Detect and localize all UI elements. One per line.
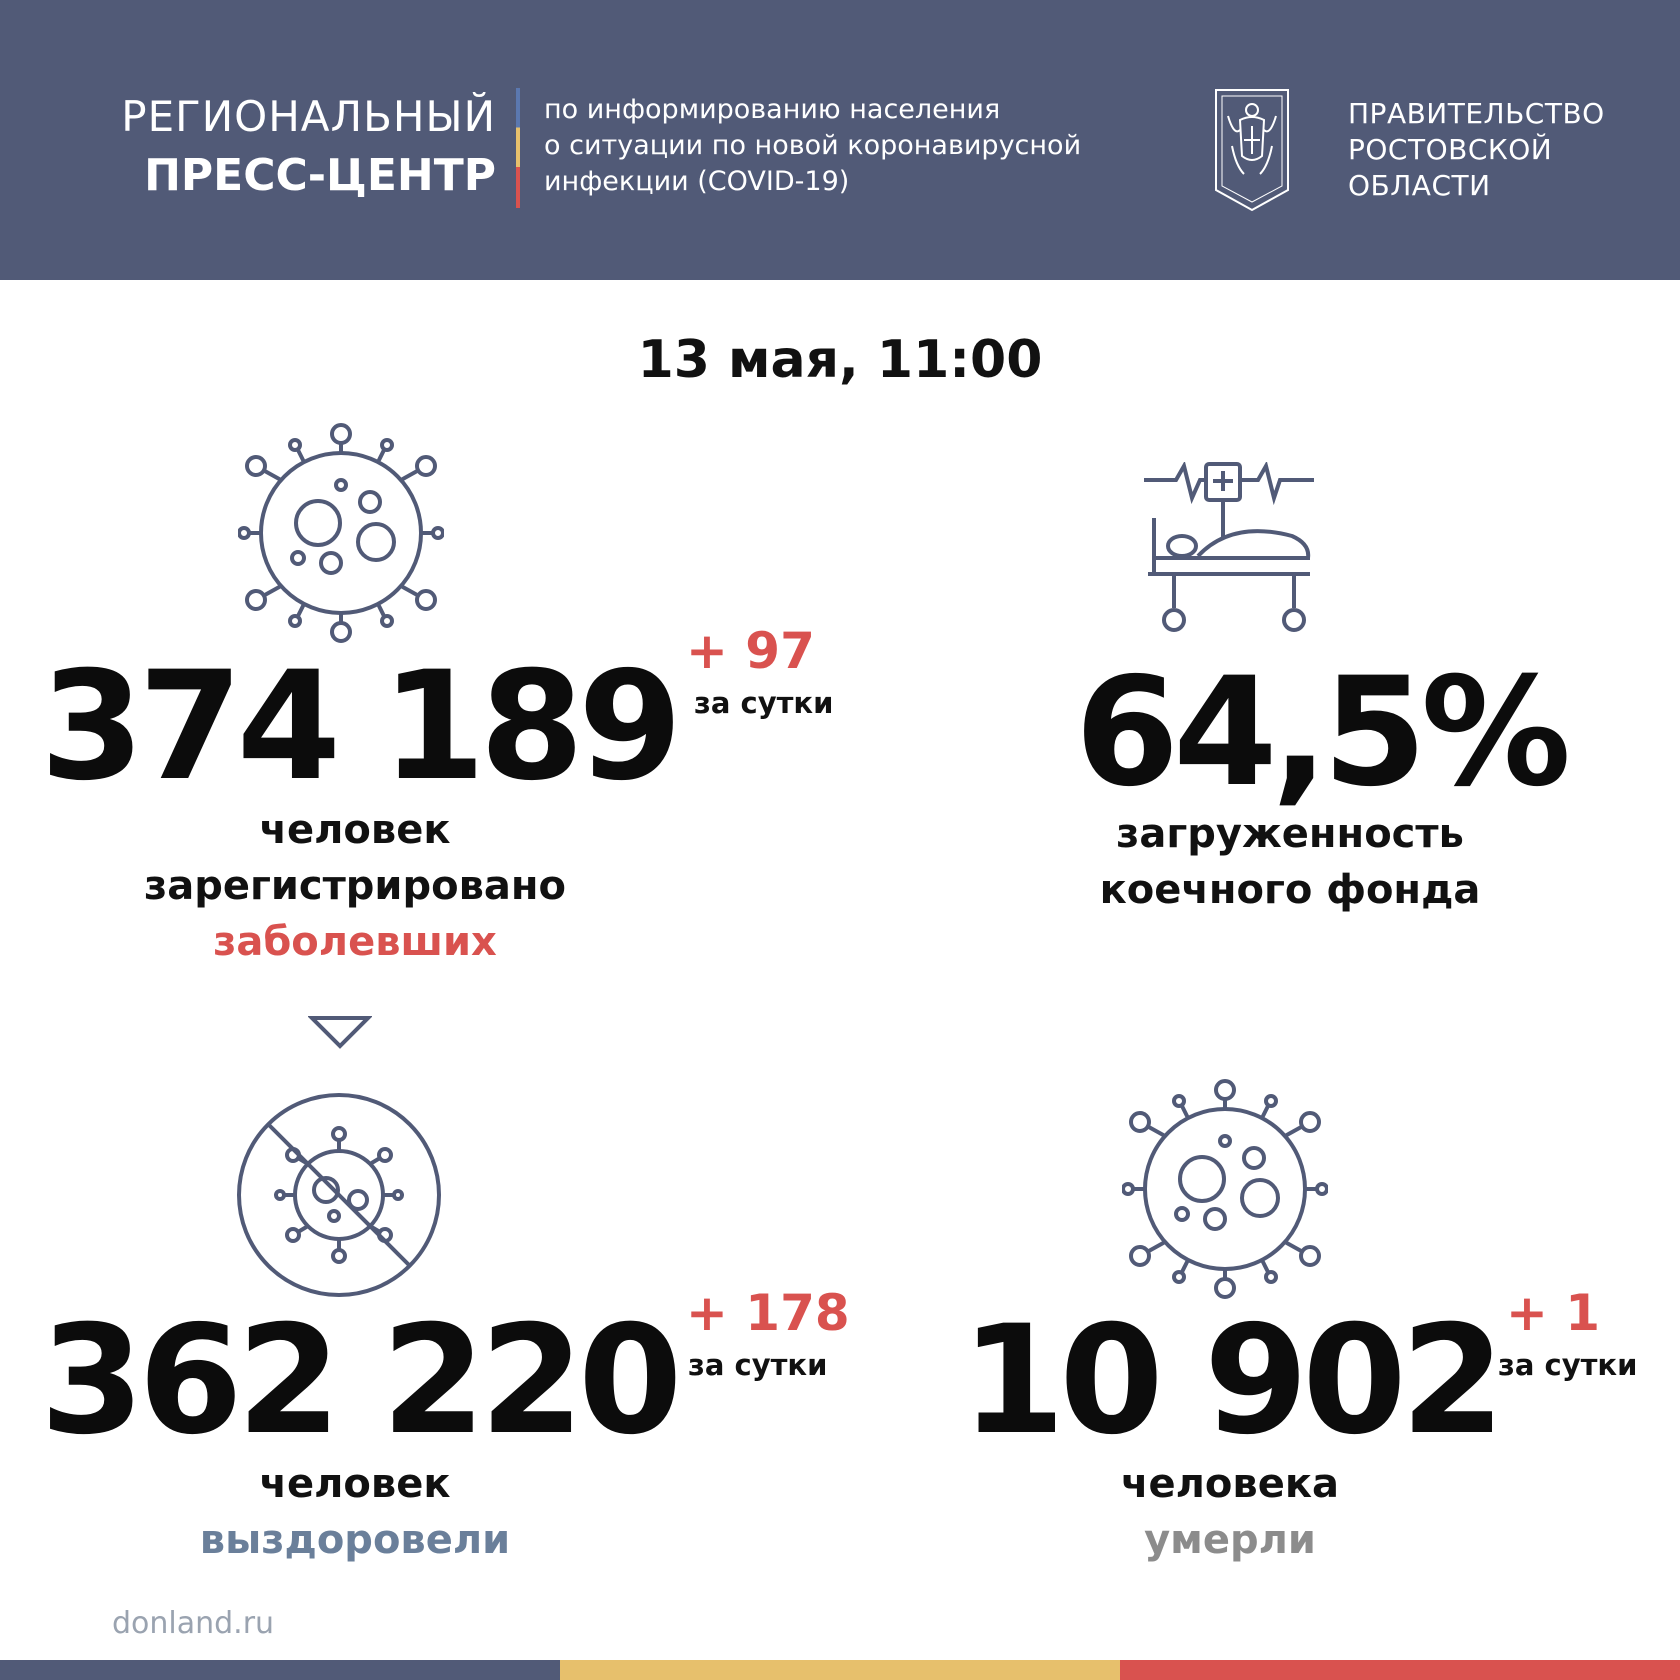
cases-label-line2: зарегистрировано	[143, 863, 566, 909]
cases-delta: + 97	[686, 622, 815, 680]
header-subtitle	[544, 92, 1144, 200]
bed-occupancy-value: 64,5%	[1074, 646, 1566, 820]
deaths-total: 10 902	[960, 1294, 1500, 1468]
virus-icon	[238, 420, 444, 646]
cases-label-line1: человек	[259, 807, 451, 853]
recovered-label	[80, 1456, 630, 1568]
deaths-label	[1000, 1456, 1460, 1568]
tricolor-divider	[516, 88, 520, 208]
subtitle-line-3: инфекции (COVID-19)	[544, 166, 850, 197]
cases-label	[80, 802, 630, 970]
no-virus-icon	[236, 1092, 442, 1298]
press-center-title-line2: ПРЕСС-ЦЕНТР	[144, 150, 496, 201]
subtitle-line-1: по информированию населения	[544, 94, 1001, 125]
press-center-title-line1: РЕГИОНАЛЬНЫЙ	[121, 92, 496, 141]
hospital-bed-icon	[1142, 462, 1318, 634]
cases-total: 374 189	[40, 640, 677, 814]
recovered-label-line2: выздоровели	[199, 1517, 511, 1563]
report-date: 13 мая, 11:00	[637, 330, 1043, 390]
recovered-per-day: за сутки	[688, 1348, 828, 1382]
virus-icon-deaths	[1122, 1076, 1328, 1302]
recovered-total: 362 220	[40, 1294, 677, 1468]
government-line-2: РОСТОВСКОЙ	[1348, 133, 1553, 166]
recovered-label-line1: человек	[259, 1461, 451, 1507]
deaths-label-line1: человека	[1121, 1461, 1339, 1507]
beds-label	[1040, 806, 1540, 918]
footer-strip-yellow	[560, 1660, 1120, 1680]
government-title	[1348, 96, 1605, 204]
footer-strip-blue	[0, 1660, 560, 1680]
government-line-3: ОБЛАСТИ	[1348, 169, 1491, 202]
cases-per-day: за сутки	[694, 686, 834, 720]
subtitle-line-2: о ситуации по новой коронавирусной	[544, 130, 1082, 161]
recovered-delta: + 178	[686, 1284, 850, 1342]
cases-label-line3: заболевших	[213, 919, 497, 965]
deaths-per-day: за сутки	[1498, 1348, 1638, 1382]
beds-label-line1: загруженность	[1116, 811, 1464, 857]
beds-label-line2: коечного фонда	[1099, 867, 1481, 913]
footer-strip-red	[1120, 1660, 1680, 1680]
deaths-label-line2: умерли	[1144, 1517, 1316, 1563]
triangle-down-icon	[308, 1014, 372, 1050]
government-line-1: ПРАВИТЕЛЬСТВО	[1348, 97, 1605, 130]
site-link[interactable]: donland.ru	[112, 1606, 275, 1641]
coat-of-arms-icon	[1212, 86, 1292, 216]
header-banner	[0, 0, 1680, 280]
deaths-delta: + 1	[1506, 1284, 1601, 1342]
